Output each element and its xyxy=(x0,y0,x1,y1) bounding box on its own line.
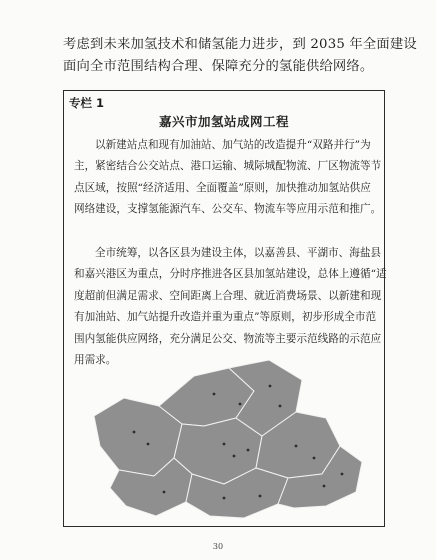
column-title: 嘉兴市加氢站成网工程 xyxy=(158,114,289,129)
station-marker xyxy=(341,473,344,476)
paragraph-line: 和嘉兴港区为重点，分时序推进各区县加氢站建设，总体上遵循“适 xyxy=(74,268,387,281)
station-marker xyxy=(279,405,282,408)
column-paragraph-1 xyxy=(74,135,382,221)
map-regions xyxy=(94,360,362,518)
paragraph-line: 度超前但满足需求、空间距离上合理、就近消费场景、以新建和现 xyxy=(74,289,382,302)
special-column-box xyxy=(63,90,385,527)
intro-line: 考虑到未来加氢技术和储氢能力进步，到 2035 年全面建设 xyxy=(63,37,417,52)
column-tag: 专栏 1 xyxy=(69,96,105,110)
paragraph-line: 以新建站点和现有加油站、加气站的改造提升“双路并行”为 xyxy=(95,139,371,151)
paragraph-line: 有加油站、加气站提升改造并重为重点”等原则，初步形成全市范 xyxy=(74,311,377,324)
paragraph-line: 全市统筹，以各区县为建设主体，以嘉善县、平湖市、海盐县 xyxy=(95,247,382,259)
hydrogen-station-network-map xyxy=(64,346,386,526)
station-marker xyxy=(223,443,226,446)
intro-line: 面向全市范围结构合理、保障充分的氢能供给网络。 xyxy=(63,59,374,74)
station-marker xyxy=(313,457,316,460)
station-marker xyxy=(247,449,250,452)
station-marker xyxy=(133,431,136,434)
paragraph-line: 围内氢能供应网络，充分满足公交、物流等主要示范线路的示范应 xyxy=(74,332,382,345)
paragraph-line: 用需求。 xyxy=(74,354,117,367)
intro-paragraph xyxy=(63,34,417,78)
station-marker xyxy=(295,445,298,448)
station-marker xyxy=(323,485,326,488)
station-marker xyxy=(239,403,242,406)
page-number: 30 xyxy=(212,542,224,551)
station-marker xyxy=(163,491,166,494)
station-marker xyxy=(259,495,262,498)
station-marker xyxy=(147,443,150,446)
station-marker xyxy=(223,497,226,500)
paragraph-line: 点区域，按照“经济适用、全面覆盖”原则，加快推动加氢站供应 xyxy=(74,181,371,194)
station-marker xyxy=(233,455,236,458)
paragraph-line: 网络建设，支撑氢能源汽车、公交车、物流车等应用示范和推广。 xyxy=(74,203,382,216)
station-marker xyxy=(213,393,216,396)
paragraph-line: 主，紧密结合公交站点、港口运输、城际城配物流、厂区物流等节 xyxy=(74,160,382,173)
station-marker xyxy=(269,385,272,388)
